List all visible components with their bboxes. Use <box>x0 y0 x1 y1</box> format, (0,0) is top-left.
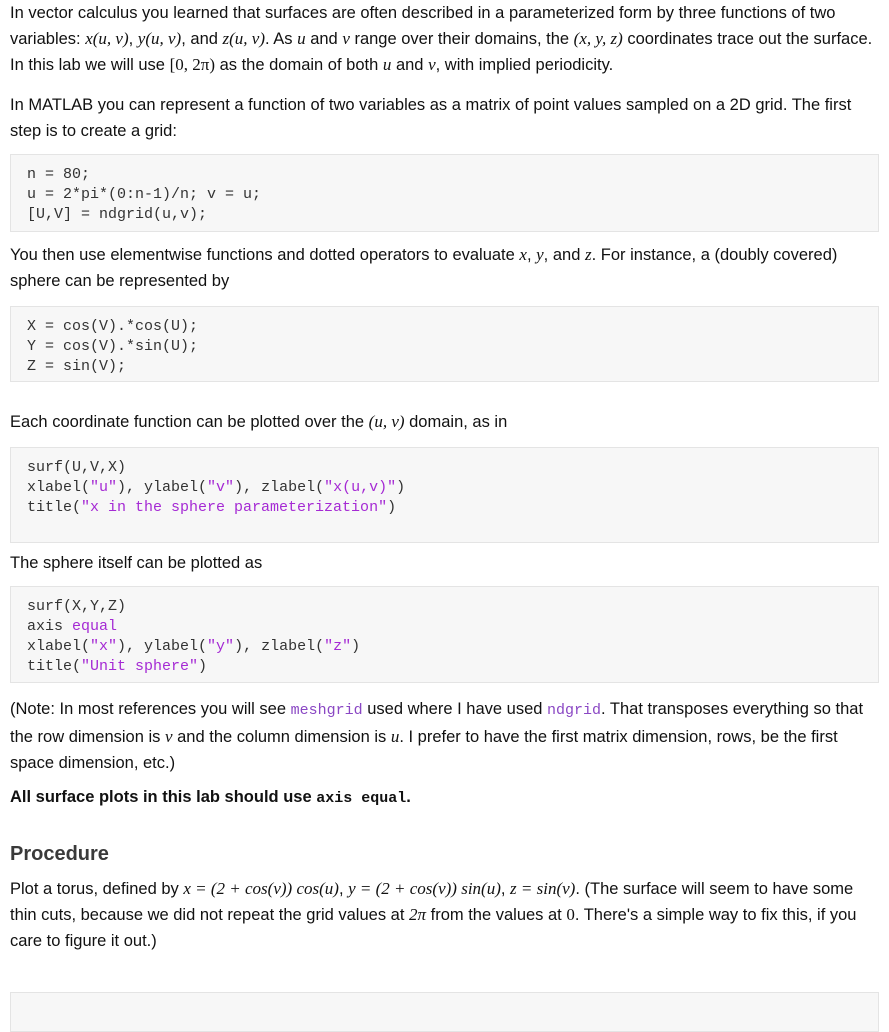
text: . As <box>265 30 298 48</box>
code-text: title( <box>27 499 82 516</box>
code-text: ), ylabel( <box>117 638 208 655</box>
coordinate-plot-paragraph <box>10 409 879 435</box>
text: , <box>526 246 537 264</box>
code-line <box>27 478 862 498</box>
note-paragraph <box>10 696 879 776</box>
math-two-pi: 2π <box>409 905 427 924</box>
text: from the values at <box>426 906 567 924</box>
math-v: v <box>165 727 173 746</box>
code-block-grid <box>10 154 879 232</box>
sphere-plot-paragraph: The sphere itself can be plotted as <box>10 554 263 572</box>
inline-code-ndgrid: ndgrid <box>547 702 602 719</box>
code-line: Z = sin(V); <box>27 358 127 375</box>
code-line: n = 80; <box>27 166 91 183</box>
text: and <box>305 30 343 48</box>
math-x: x <box>519 245 527 264</box>
text: , <box>128 30 138 48</box>
text: . There's a simple way to fix this, if you care to figure it out.) <box>10 906 857 950</box>
code-text: xlabel( <box>27 638 91 655</box>
code-string: "y" <box>207 638 235 655</box>
axis-equal-rule <box>10 784 879 812</box>
text: and <box>391 56 429 74</box>
text: , with implied periodicity. <box>435 56 614 74</box>
code-keyword: equal <box>72 618 118 635</box>
procedure-paragraph <box>10 876 879 954</box>
procedure-heading: Procedure <box>10 843 109 865</box>
code-line: X = cos(V).*cos(U); <box>27 318 199 335</box>
code-text: ), ylabel( <box>117 479 208 496</box>
code-string: "x in the sphere parameterization" <box>81 499 388 516</box>
text: . For instance, a (doubly covered) sphere can be represented by <box>10 246 838 290</box>
code-line: Y = cos(V).*sin(U); <box>27 338 199 355</box>
text: coordinates trace out the surface. In this lab we will use <box>10 30 873 74</box>
math-x-uv: x(u, v) <box>85 29 129 48</box>
code-line <box>27 458 862 478</box>
text: Plot a torus, defined by <box>10 880 184 898</box>
code-line <box>27 637 862 657</box>
math-u: u <box>297 29 306 48</box>
text: In vector calculus you learned that surfaces are often described in a parameterized form by three functions of two variables: <box>10 4 836 48</box>
text: , <box>500 880 511 898</box>
code-line: [U,V] = ndgrid(u,v); <box>27 206 208 223</box>
text: . That transposes everything so that the row dimension is <box>10 700 864 746</box>
code-block-surf-x <box>10 447 879 543</box>
text: , and <box>181 30 223 48</box>
code-text: ) <box>351 638 361 655</box>
math-u: u <box>390 727 400 746</box>
code-line <box>27 617 862 637</box>
math-x-equation: x = (2 + cos(v)) cos(u) <box>183 879 339 898</box>
code-block-surf-sphere <box>10 586 879 683</box>
text: , and <box>543 246 585 264</box>
math-uv: (u, v) <box>368 412 405 431</box>
math-u: u <box>382 55 392 74</box>
math-z-equation: z = sin(v) <box>510 879 576 898</box>
grid-intro-paragraph: In MATLAB you can represent a function of two variables as a matrix of point values sampled on a 2D grid. The first step is to create a grid: <box>10 96 852 140</box>
code-string: "u" <box>90 479 118 496</box>
math-z-uv: z(u, v) <box>222 29 265 48</box>
text: , <box>338 880 349 898</box>
math-domain: [0, 2π) <box>169 55 215 74</box>
elementwise-paragraph <box>10 242 879 294</box>
code-block-sphere <box>10 306 879 382</box>
code-string: "Unit sphere" <box>81 658 199 675</box>
math-zero: 0 <box>566 905 575 924</box>
code-text: surf(X,Y,Z) <box>27 598 127 615</box>
code-text: surf(U,V,X) <box>27 459 127 476</box>
code-string: "z" <box>324 638 352 655</box>
code-string: "x(u,v)" <box>324 479 397 496</box>
text: . <box>406 788 411 806</box>
inline-code-meshgrid: meshgrid <box>290 702 363 719</box>
code-text: axis <box>27 618 73 635</box>
code-text: xlabel( <box>27 479 91 496</box>
code-text: ) <box>198 658 208 675</box>
math-v: v <box>342 29 350 48</box>
text: used where I have used <box>362 700 548 718</box>
empty-code-block <box>10 992 879 1032</box>
code-text: title( <box>27 658 82 675</box>
math-xyz: (x, y, z) <box>573 29 623 48</box>
code-string: "v" <box>207 479 235 496</box>
code-line <box>27 597 862 617</box>
text: . I prefer to have the first matrix dimension, rows, be the first space dimension, etc.) <box>10 728 838 772</box>
math-y-uv: y(u, v) <box>137 29 182 48</box>
code-text: ), zlabel( <box>234 638 325 655</box>
text: domain, as in <box>404 413 508 431</box>
math-y: y <box>536 245 544 264</box>
code-line <box>27 657 862 677</box>
code-text: ) <box>387 499 397 516</box>
text: and the column dimension is <box>172 728 391 746</box>
text: Each coordinate function can be plotted over the <box>10 413 369 431</box>
intro-paragraph <box>10 0 879 78</box>
code-line: u = 2*pi*(0:n-1)/n; v = u; <box>27 186 262 203</box>
code-text: ) <box>396 479 406 496</box>
text: All surface plots in this lab should use <box>10 788 317 806</box>
text: . (The surface will seem to have some thin cuts, because we did not repeat the grid values at <box>10 880 854 924</box>
text: (Note: In most references you will see <box>10 700 291 718</box>
code-string: "x" <box>90 638 118 655</box>
math-y-equation: y = (2 + cos(v)) sin(u) <box>348 879 501 898</box>
text: You then use elementwise functions and dotted operators to evaluate <box>10 246 520 264</box>
text: range over their domains, the <box>349 30 574 48</box>
inline-code-axis-equal: axis equal <box>316 790 407 807</box>
math-v: v <box>428 55 436 74</box>
text: as the domain of both <box>214 56 383 74</box>
code-text: ), zlabel( <box>234 479 325 496</box>
math-z: z <box>584 245 592 264</box>
code-line <box>27 498 862 518</box>
